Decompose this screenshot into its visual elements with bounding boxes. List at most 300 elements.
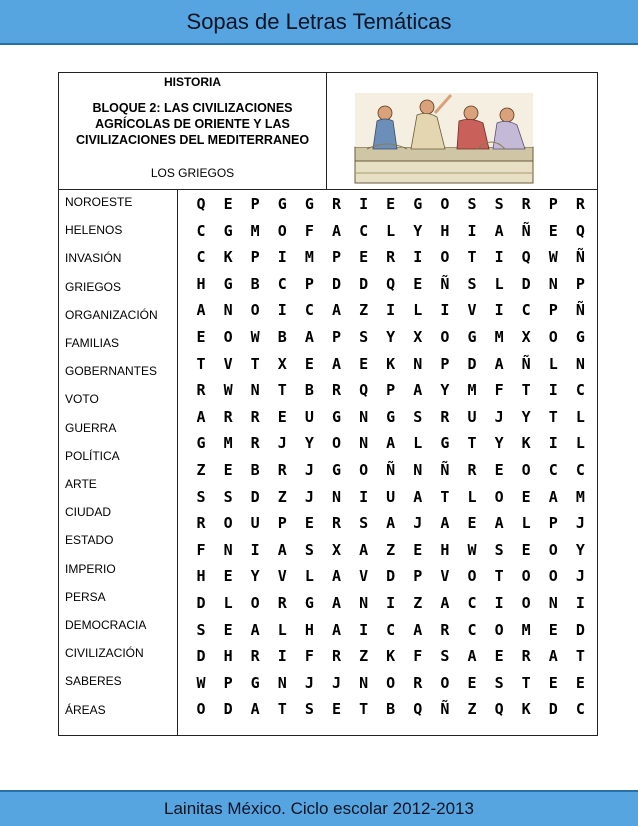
grid-letter: E: [223, 620, 233, 639]
word-list-item: GRIEGOS: [65, 279, 122, 294]
greek-vase-painting-image: [327, 73, 597, 189]
grid-letter: E: [386, 195, 396, 213]
grid-letter: T: [575, 647, 585, 666]
grid-letter: A: [548, 487, 558, 506]
grid-letter: H: [304, 620, 314, 639]
grid-letter: S: [467, 274, 477, 293]
grid-letter: P: [304, 274, 314, 293]
grid-letter: T: [277, 381, 287, 400]
word-list-item: ARTE: [65, 477, 97, 491]
grid-letter: R: [413, 673, 423, 692]
grid-letter: S: [359, 514, 369, 533]
grid-letter: J: [331, 673, 342, 692]
letter-grid: [179, 191, 597, 731]
grid-letter: I: [277, 647, 287, 666]
grid-letter: O: [548, 567, 558, 586]
grid-letter: G: [223, 274, 233, 293]
grid-letter: Ñ: [521, 221, 531, 240]
grid-letter: L: [575, 434, 585, 453]
grid-letter: L: [494, 274, 504, 293]
grid-letter: O: [548, 540, 558, 559]
column-divider: [177, 189, 178, 735]
word-list-item: ORGANIZACIÓN: [65, 307, 158, 322]
grid-letter: I: [277, 301, 287, 320]
grid-letter: E: [575, 673, 585, 692]
grid-letter: Z: [196, 461, 206, 479]
grid-letter: S: [440, 647, 450, 666]
grid-letter: M: [304, 248, 314, 267]
grid-letter: Ñ: [440, 461, 450, 479]
grid-letter: S: [196, 620, 206, 639]
grid-letter: D: [223, 700, 233, 719]
grid-letter: E: [196, 328, 206, 346]
grid-letter: A: [196, 407, 206, 426]
grid-letter: E: [359, 354, 369, 373]
grid-letter: Q: [521, 248, 531, 267]
grid-letter: C: [575, 381, 585, 400]
grid-letter: E: [548, 673, 558, 692]
grid-letter: Z: [467, 700, 477, 719]
word-list-item: ESTADO: [65, 533, 114, 548]
grid-letter: T: [467, 434, 477, 453]
grid-letter: C: [277, 274, 287, 293]
grid-letter: L: [277, 620, 287, 639]
grid-letter: K: [521, 434, 531, 453]
grid-letter: A: [467, 647, 477, 666]
grid-letter: A: [440, 514, 450, 533]
grid-letter: O: [494, 487, 504, 506]
grid-letter: B: [250, 274, 260, 293]
grid-letter: P: [331, 248, 342, 267]
grid-letter: P: [548, 301, 558, 320]
grid-letter: A: [548, 647, 558, 666]
grid-letter: O: [386, 673, 396, 692]
grid-letter: I: [548, 381, 558, 400]
grid-letter: A: [331, 354, 342, 373]
grid-letter: M: [467, 381, 477, 400]
grid-letter: F: [413, 647, 423, 666]
grid-letter: D: [331, 274, 342, 293]
grid-letter: G: [413, 195, 423, 213]
grid-letter: N: [250, 381, 260, 400]
grid-letter: O: [521, 567, 531, 586]
grid-letter: E: [413, 274, 423, 293]
grid-letter: M: [521, 620, 531, 639]
grid-letter: R: [196, 514, 206, 533]
grid-letter: I: [467, 221, 477, 240]
grid-letter: A: [494, 221, 504, 240]
grid-letter: A: [331, 620, 342, 639]
grid-letter: Q: [196, 195, 206, 213]
grid-letter: A: [331, 221, 342, 240]
grid-letter: L: [575, 407, 585, 426]
word-list-item: IMPERIO: [65, 561, 116, 576]
grid-letter: O: [440, 248, 450, 267]
grid-letter: L: [223, 594, 233, 612]
grid-letter: H: [440, 540, 450, 559]
grid-letter: O: [277, 221, 287, 240]
grid-letter: A: [331, 301, 342, 320]
grid-letter: A: [413, 620, 423, 639]
grid-letter: D: [548, 700, 558, 719]
word-list-item: NOROESTE: [65, 195, 133, 209]
grid-letter: E: [304, 354, 314, 373]
grid-letter: E: [494, 461, 504, 479]
grid-letter: J: [277, 434, 287, 453]
grid-letter: E: [331, 700, 342, 719]
grid-letter: I: [359, 620, 369, 639]
grid-letter: Q: [413, 700, 423, 719]
word-list-item: CIUDAD: [65, 505, 112, 520]
grid-letter: P: [277, 514, 287, 533]
grid-letter: E: [277, 407, 287, 426]
grid-letter: A: [331, 594, 342, 612]
grid-letter: O: [196, 700, 206, 719]
grid-letter: E: [223, 461, 233, 479]
grid-letter: R: [521, 647, 531, 666]
grid-letter: P: [413, 567, 423, 586]
grid-letter: N: [331, 487, 342, 506]
grid-letter: I: [386, 594, 396, 612]
grid-letter: G: [223, 221, 233, 240]
grid-letter: M: [250, 221, 260, 240]
grid-letter: O: [331, 434, 342, 453]
grid-letter: E: [521, 540, 531, 559]
grid-letter: E: [413, 540, 423, 559]
grid-letter: T: [521, 381, 531, 400]
grid-letter: E: [223, 567, 233, 586]
word-list-item: ÁREAS: [65, 702, 106, 717]
grid-letter: Y: [250, 567, 260, 586]
greek-scene-illustration: [327, 73, 597, 189]
grid-letter: O: [494, 620, 504, 639]
grid-letter: L: [304, 567, 314, 586]
grid-letter: F: [196, 540, 206, 559]
grid-letter: G: [304, 594, 314, 612]
word-list-item: GUERRA: [65, 420, 117, 435]
grid-letter: D: [250, 487, 260, 506]
grid-letter: K: [223, 248, 233, 267]
grid-letter: T: [440, 487, 450, 506]
grid-letter: P: [440, 354, 450, 373]
grid-letter: I: [250, 540, 260, 559]
grid-letter: O: [521, 594, 531, 612]
grid-letter: R: [386, 248, 396, 267]
grid-letter: C: [467, 594, 477, 612]
grid-letter: G: [467, 328, 477, 346]
grid-letter: B: [250, 461, 260, 479]
grid-letter: U: [250, 514, 260, 533]
word-list-item: VOTO: [65, 392, 99, 407]
grid-letter: C: [196, 221, 206, 240]
grid-letter: J: [575, 514, 585, 533]
grid-letter: G: [304, 195, 314, 213]
grid-letter: Z: [359, 647, 369, 666]
grid-letter: R: [331, 514, 342, 533]
grid-letter: N: [359, 434, 369, 453]
grid-letter: R: [250, 407, 260, 426]
grid-letter: O: [223, 514, 233, 533]
grid-letter: R: [331, 195, 342, 213]
grid-letter: V: [223, 354, 233, 373]
grid-letter: N: [413, 354, 423, 373]
grid-letter: D: [467, 354, 477, 373]
grid-letter: R: [331, 647, 342, 666]
grid-letter: R: [250, 647, 260, 666]
grid-letter: T: [196, 354, 206, 373]
grid-letter: J: [494, 407, 504, 426]
word-list-item: CIVILIZACIÓN: [65, 646, 144, 661]
grid-letter: R: [575, 195, 585, 213]
grid-letter: Ñ: [521, 354, 531, 373]
grid-letter: D: [386, 567, 396, 586]
grid-letter: S: [304, 700, 314, 719]
grid-letter: M: [575, 487, 585, 506]
grid-letter: A: [440, 594, 450, 612]
grid-letter: O: [548, 328, 558, 346]
title-banner: [0, 0, 638, 45]
grid-letter: R: [440, 407, 450, 426]
word-list-item: GOBERNANTES: [65, 364, 158, 379]
grid-letter: I: [575, 594, 585, 612]
grid-letter: N: [575, 354, 585, 373]
grid-letter: Y: [304, 434, 314, 453]
grid-letter: E: [548, 620, 558, 639]
grid-letter: I: [494, 594, 504, 612]
grid-letter: E: [521, 487, 531, 506]
page-title: Sopas de Letras Temáticas: [186, 9, 452, 34]
grid-letter: O: [467, 567, 477, 586]
grid-letter: R: [521, 195, 531, 213]
grid-letter: A: [304, 328, 314, 346]
grid-letter: V: [467, 301, 477, 320]
grid-letter: A: [494, 354, 504, 373]
grid-letter: O: [250, 594, 260, 612]
grid-letter: Y: [521, 407, 531, 426]
grid-letter: C: [359, 221, 369, 240]
grid-letter: J: [413, 514, 423, 533]
grid-letter: P: [223, 673, 233, 692]
grid-letter: X: [277, 354, 287, 373]
grid-letter: R: [467, 461, 477, 479]
subject-label: HISTORIA: [163, 75, 222, 89]
grid-letter: Y: [440, 381, 450, 400]
grid-letter: U: [304, 407, 314, 426]
grid-letter: P: [331, 328, 342, 346]
grid-letter: D: [359, 274, 369, 293]
grid-letter: I: [494, 248, 504, 267]
grid-letter: P: [548, 195, 558, 213]
grid-letter: H: [223, 647, 233, 666]
grid-letter: P: [548, 514, 558, 533]
grid-letter: V: [359, 567, 369, 586]
grid-letter: S: [413, 407, 423, 426]
grid-letter: Ñ: [440, 274, 450, 293]
grid-letter: Y: [494, 434, 504, 453]
grid-letter: N: [223, 301, 233, 320]
grid-letter: I: [548, 434, 558, 453]
grid-letter: A: [196, 301, 206, 320]
grid-letter: D: [196, 594, 206, 612]
grid-letter: T: [494, 567, 504, 586]
grid-letter: H: [440, 221, 450, 240]
grid-letter: Y: [575, 540, 585, 559]
grid-letter: T: [548, 407, 558, 426]
grid-letter: K: [521, 700, 531, 719]
word-list-item: FAMILIAS: [65, 336, 120, 350]
grid-letter: Z: [277, 487, 287, 506]
grid-letter: N: [359, 407, 369, 426]
grid-letter: O: [440, 673, 450, 692]
grid-letter: S: [494, 195, 504, 213]
grid-letter: F: [304, 221, 314, 240]
grid-letter: S: [196, 487, 206, 506]
grid-letter: G: [277, 195, 287, 213]
grid-letter: N: [413, 461, 423, 479]
grid-letter: G: [250, 673, 260, 692]
grid-letter: A: [359, 540, 369, 559]
grid-letter: O: [223, 328, 233, 346]
grid-letter: C: [467, 620, 477, 639]
grid-letter: C: [386, 620, 396, 639]
grid-letter: I: [386, 301, 396, 320]
grid-letter: X: [331, 540, 342, 559]
grid-letter: E: [494, 647, 504, 666]
grid-letter: N: [548, 594, 558, 612]
grid-letter: J: [304, 461, 314, 479]
grid-letter: A: [331, 567, 342, 586]
grid-letter: T: [359, 700, 369, 719]
grid-letter: L: [413, 434, 423, 453]
grid-letter: M: [494, 328, 504, 346]
grid-letter: O: [440, 328, 450, 346]
grid-letter: F: [494, 381, 504, 400]
grid-letter: G: [440, 434, 450, 453]
grid-letter: T: [521, 673, 531, 692]
grid-letter: E: [467, 514, 477, 533]
grid-letter: J: [304, 673, 314, 692]
grid-letter: A: [277, 540, 287, 559]
grid-letter: E: [467, 673, 477, 692]
grid-letter: Q: [386, 274, 396, 293]
grid-letter: R: [196, 381, 206, 400]
grid-letter: G: [386, 407, 396, 426]
grid-letter: L: [548, 354, 558, 373]
grid-letter: S: [494, 673, 504, 692]
grid-letter: S: [304, 540, 314, 559]
grid-letter: B: [277, 328, 287, 346]
grid-letter: R: [440, 620, 450, 639]
grid-letter: K: [386, 647, 396, 666]
grid-letter: H: [196, 567, 206, 586]
grid-letter: S: [494, 540, 504, 559]
grid-letter: T: [277, 700, 287, 719]
grid-letter: O: [521, 461, 531, 479]
grid-letter: N: [359, 594, 369, 612]
info-panel: [59, 73, 327, 189]
grid-letter: R: [277, 461, 287, 479]
grid-letter: X: [413, 328, 423, 346]
grid-letter: Q: [575, 221, 585, 240]
grid-letter: Ñ: [575, 248, 585, 267]
grid-letter: B: [386, 700, 396, 719]
grid-letter: P: [250, 248, 260, 267]
grid-letter: C: [575, 461, 585, 479]
grid-letter: Q: [494, 700, 504, 719]
word-list-item: PERSA: [65, 589, 106, 604]
word-list-item: HELENOS: [65, 223, 123, 238]
grid-letter: W: [196, 673, 206, 692]
grid-letter: Y: [386, 328, 396, 346]
grid-letter: G: [196, 434, 206, 453]
grid-letter: E: [304, 514, 314, 533]
grid-letter: Z: [359, 301, 369, 320]
grid-letter: P: [386, 381, 396, 400]
footer-banner: [0, 790, 638, 826]
grid-letter: S: [467, 195, 477, 213]
grid-letter: V: [440, 567, 450, 586]
grid-letter: C: [575, 700, 585, 719]
word-list-item: DEMOCRACIA: [65, 618, 147, 632]
grid-letter: V: [277, 567, 287, 586]
grid-letter: O: [359, 461, 369, 479]
grid-letter: N: [277, 673, 287, 692]
grid-letter: R: [277, 594, 287, 612]
grid-letter: T: [250, 354, 260, 373]
grid-letter: M: [223, 434, 233, 453]
grid-letter: A: [250, 700, 260, 719]
grid-letter: I: [440, 301, 450, 320]
grid-letter: H: [196, 274, 206, 293]
grid-letter: Y: [413, 221, 423, 240]
grid-letter: W: [223, 381, 233, 400]
worksheet: [58, 72, 598, 736]
grid-letter: Z: [413, 594, 423, 612]
grid-letter: A: [413, 381, 423, 400]
grid-letter: D: [575, 620, 585, 639]
grid-letter: U: [386, 487, 396, 506]
grid-letter: J: [304, 487, 314, 506]
grid-letter: E: [359, 248, 369, 267]
grid-letter: S: [223, 487, 233, 506]
header-divider: [59, 189, 597, 190]
grid-letter: D: [521, 274, 531, 293]
grid-letter: L: [413, 301, 423, 320]
grid-letter: Q: [359, 381, 369, 400]
grid-letter: I: [494, 301, 504, 320]
grid-letter: N: [548, 274, 558, 293]
grid-letter: G: [575, 328, 585, 346]
grid-letter: E: [548, 221, 558, 240]
grid-letter: J: [575, 567, 585, 586]
block-title: BLOQUE 2: LAS CIVILIZACIONES AGRÍCOLAS DE ORIENTE Y LAS CIVILIZACIONES DEL MEDITERRANEO: [75, 101, 310, 147]
grid-letter: L: [467, 487, 477, 506]
grid-letter: D: [196, 647, 206, 666]
grid-letter: Z: [386, 540, 396, 559]
grid-letter: U: [467, 407, 477, 426]
grid-letter: L: [386, 221, 396, 240]
grid-letter: I: [413, 248, 423, 267]
grid-letter: I: [277, 248, 287, 267]
grid-letter: W: [548, 248, 558, 267]
grid-letter: K: [386, 354, 396, 373]
grid-letter: A: [250, 620, 260, 639]
word-list-item: INVASIÓN: [65, 251, 122, 266]
grid-letter: I: [359, 195, 369, 213]
grid-letter: S: [359, 328, 369, 346]
grid-letter: A: [413, 487, 423, 506]
grid-letter: Ñ: [386, 461, 396, 479]
